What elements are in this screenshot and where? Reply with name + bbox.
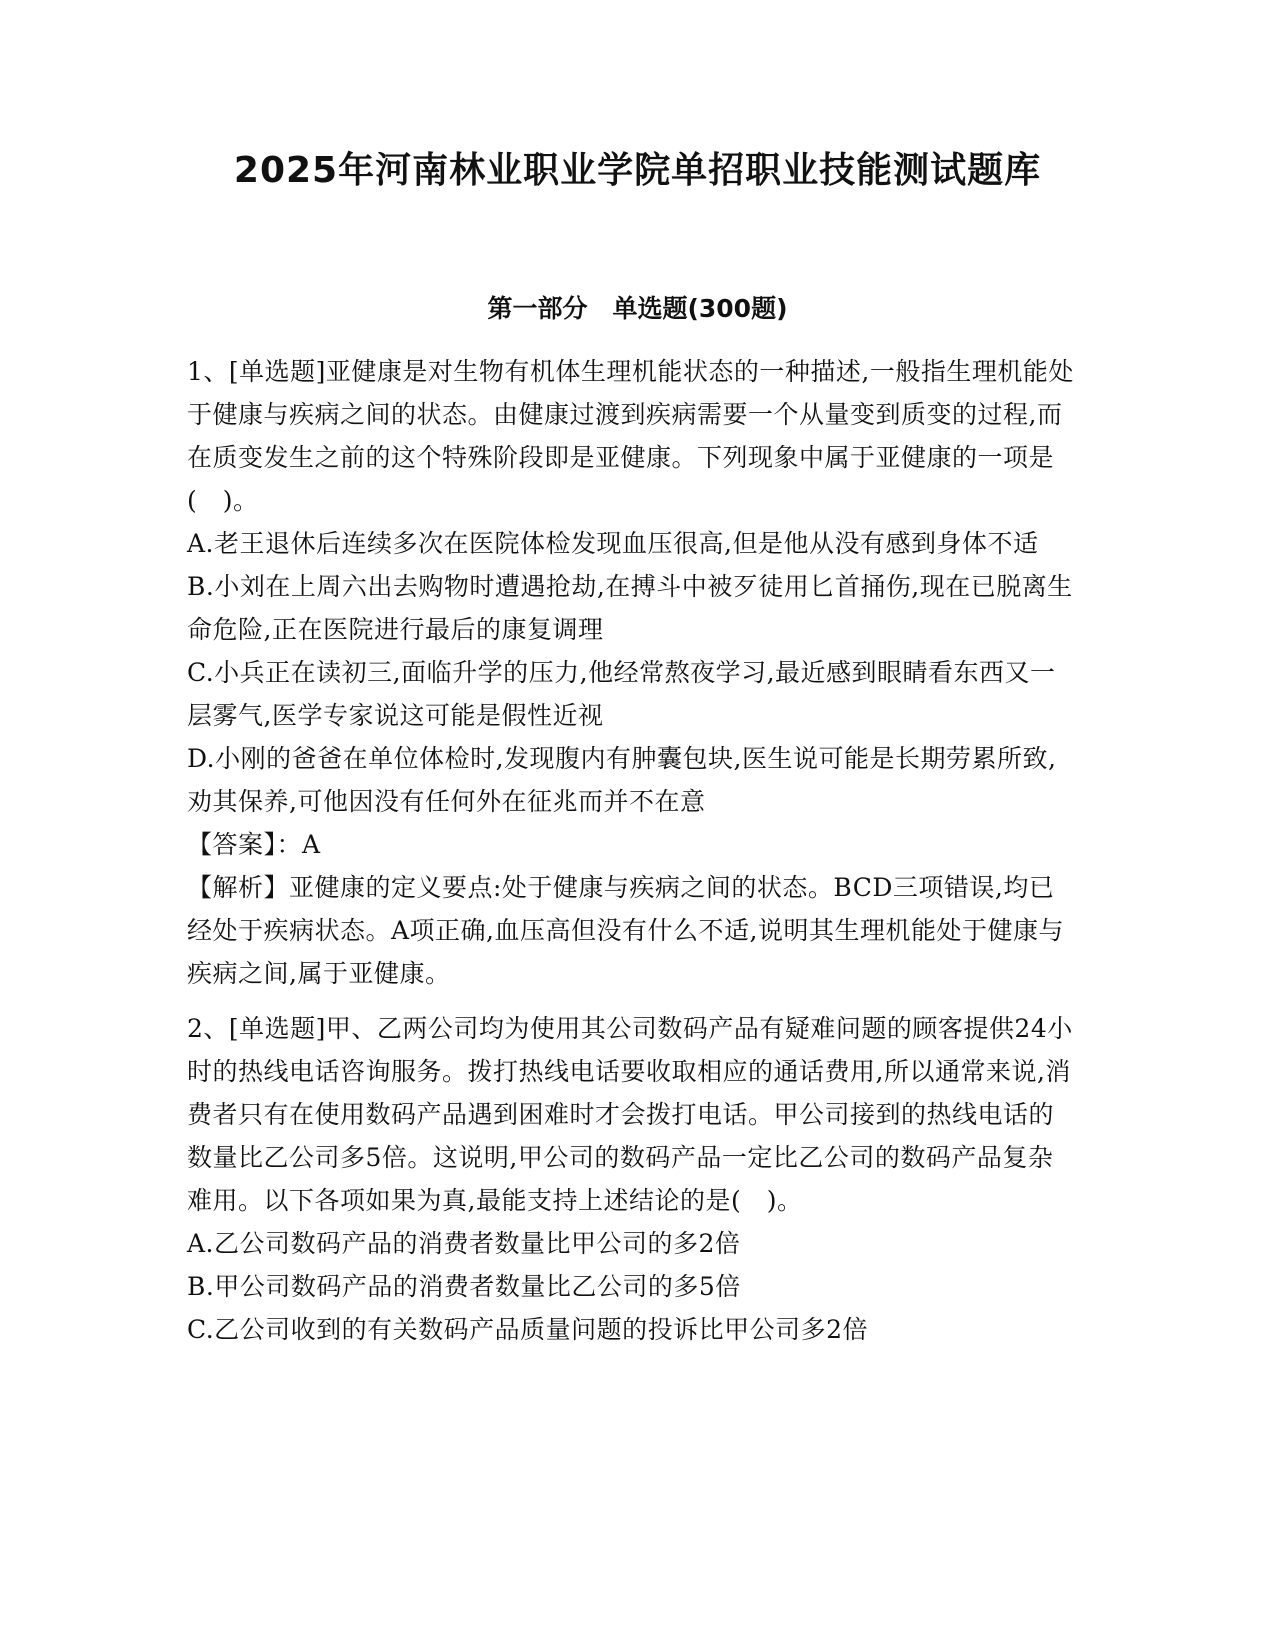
section-title: 第一部分 单选题(300题) [487, 294, 788, 323]
question-stem: 1、[单选题]亚健康是对生物有机体生理机能状态的一种描述,一般指生理机能处于健康与疾病之间的状态。由健康过渡到疾病需要一个从量变到质变的过程,而在质变发生之前的这个特殊阶段即是亚健康。下列现象中属于亚健康的一项是( )。 [187, 357, 1074, 515]
question-stem: 2、[单选题]甲、乙两公司均为使用其公司数码产品有疑难问题的顾客提供24小时的热线电话咨询服务。拨打热线电话要收取相应的通话费用,所以通常来说,消费者只有在使用数码产品遇到困难时才会拨打电话。甲公司接到的热线电话的数量比乙公司多5倍。这说明,甲公司的数码产品一定比乙公司的数码产品复杂难用。以下各项如果为真,最能支持上述结论的是( )。 [187, 1014, 1073, 1215]
option-c: C.乙公司收到的有关数码产品质量问题的投诉比甲公司多2倍 [187, 1315, 869, 1344]
question-list [187, 350, 1077, 1351]
analysis-text: 【解析】亚健康的定义要点:处于健康与疾病之间的状态。BCD三项错误,均已经处于疾病状态。A项正确,血压高但没有什么不适,说明其生理机能处于健康与疾病之间,属于亚健康。 [187, 873, 1064, 988]
option-c: C.小兵正在读初三,面临升学的压力,他经常熬夜学习,最近感到眼睛看东西又一层雾气,医学专家说这可能是假性近视 [187, 658, 1056, 730]
option-b: B.甲公司数码产品的消费者数量比乙公司的多5倍 [187, 1272, 741, 1301]
question-2 [187, 1007, 1077, 1351]
option-b: B.小刘在上周六出去购物时遭遇抢劫,在搏斗中被歹徒用匕首捅伤,现在已脱离生命危险,正在医院进行最后的康复调理 [187, 572, 1073, 644]
document-title: 2025年河南林业职业学院单招职业技能测试题库 [233, 150, 1042, 191]
option-a: A.乙公司数码产品的消费者数量比甲公司的多2倍 [187, 1229, 741, 1258]
question-1 [187, 350, 1077, 995]
answer-line: 【答案】：A [187, 830, 321, 859]
option-d: D.小刚的爸爸在单位体检时,发现腹内有肿囊包块,医生说可能是长期劳累所致,劝其保养,可他因没有任何外在征兆而并不在意 [187, 744, 1057, 816]
option-a: A.老王退休后连续多次在医院体检发现血压很高,但是他从没有感到身体不适 [187, 529, 1039, 558]
